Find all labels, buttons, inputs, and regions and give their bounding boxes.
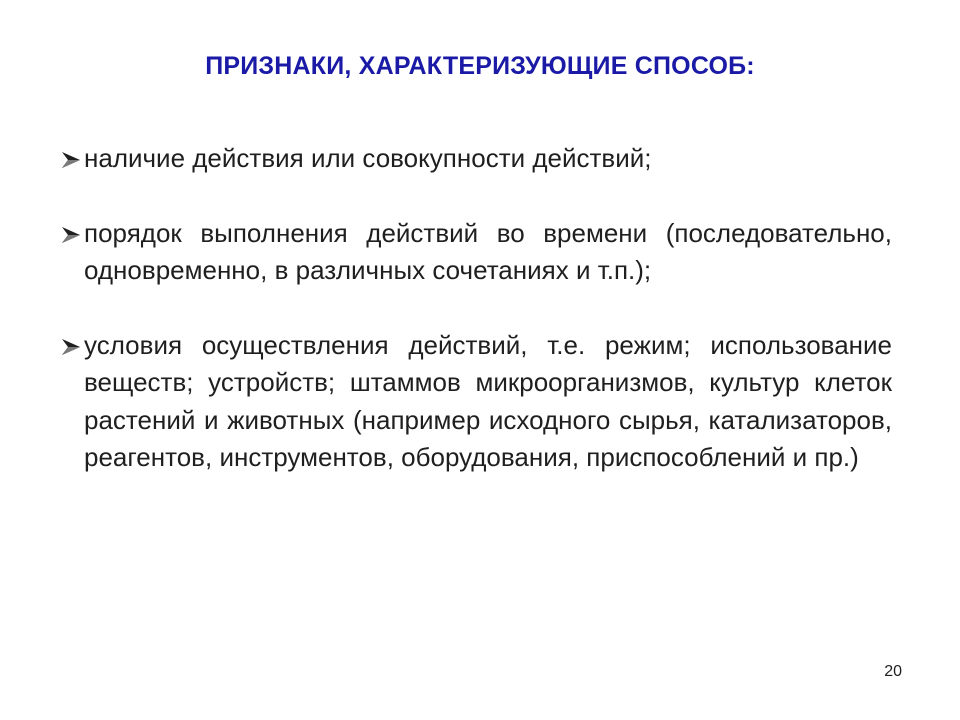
bullet-text: наличие действия или совокупности действий; <box>84 143 652 173</box>
bullet-text: условия осуществления действий, т.е. режим; использование веществ; устройств; штаммов микроорганизмов, культур клеток растений и животных (например исходного сырья, катализаторов, реагентов, инструментов, оборудования, приспособлений и пр.) <box>84 329 892 472</box>
arrow-bullet-icon <box>60 336 82 358</box>
slide-title: ПРИЗНАКИ, ХАРАКТЕРИЗУЮЩИЕ СПОСОБ: <box>205 52 755 80</box>
bullet-text: порядок выполнения действий во времени (последовательно, одновременно, в различных сочетаниях и т.п.); <box>84 217 892 285</box>
bullet-item <box>60 327 892 477</box>
arrow-bullet-icon <box>60 149 82 171</box>
bullet-item <box>60 140 892 178</box>
page-number: 20 <box>884 663 902 680</box>
arrow-bullet-icon <box>60 224 82 246</box>
bullet-item <box>60 215 892 290</box>
bullet-list <box>60 140 892 477</box>
